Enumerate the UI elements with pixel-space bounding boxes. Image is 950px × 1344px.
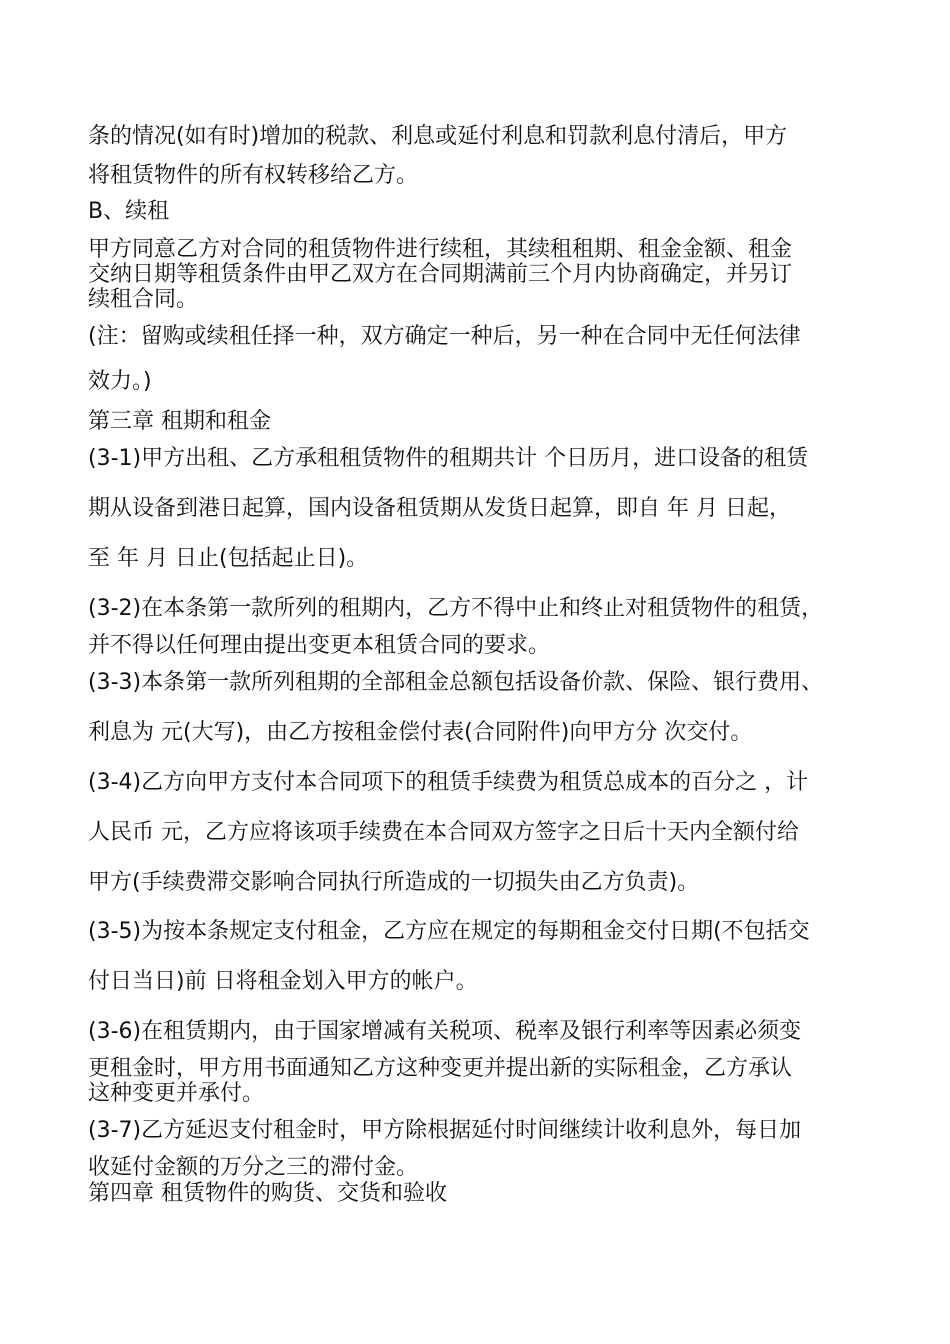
text-line: 将租赁物件的所有权转移给乙方。 bbox=[88, 163, 419, 188]
text-line: 甲方同意乙方对合同的租赁物件进行续租，其续租租期、租金金额、租金 bbox=[88, 237, 793, 262]
text-line: 这种变更并承付。 bbox=[88, 1081, 265, 1106]
text-line: (3-6)在租赁期内，由于国家增减有关税项、税率及银行利率等因素必须变 bbox=[88, 1019, 802, 1044]
text-line: (3-5)为按本条规定支付租金，乙方应在规定的每期租金交付日期(不包括交 bbox=[88, 919, 810, 944]
text-line: 人民币 元，乙方应将该项手续费在本合同双方签字之日后十天内全额付给 bbox=[88, 820, 799, 845]
text-line: 效力。) bbox=[88, 369, 152, 394]
text-line: (3-1)甲方出租、乙方承租租赁物件的租期共计 个日历月，进口设备的租赁 bbox=[88, 446, 809, 471]
text-line: 更租金时，甲方用书面通知乙方这种变更并提出新的实际租金，乙方承认 bbox=[88, 1056, 793, 1081]
section-heading: B、续租 bbox=[88, 199, 170, 224]
text-line: 至 年 月 日止(包括起止日)。 bbox=[88, 546, 369, 571]
text-line: (3-3)本条第一款所列租期的全部租金总额包括设备价款、保险、银行费用、 bbox=[88, 670, 824, 695]
text-line: (3-7)乙方延迟支付租金时，甲方除根据延付时间继续计收利息外，每日加 bbox=[88, 1118, 802, 1143]
text-line: 付日当日)前 日将租金划入甲方的帐户。 bbox=[88, 969, 478, 994]
text-line: 续租合同。 bbox=[88, 287, 199, 312]
text-line: 利息为 元(大写)，由乙方按租金偿付表(合同附件)向甲方分 次交付。 bbox=[88, 720, 753, 745]
text-line: (注：留购或续租任择一种，双方确定一种后，另一种在合同中无任何法律 bbox=[88, 324, 801, 349]
chapter-heading: 第四章 租赁物件的购货、交货和验收 bbox=[88, 1181, 447, 1206]
text-line: 并不得以任何理由提出变更本租赁合同的要求。 bbox=[88, 633, 551, 658]
text-line: 交纳日期等租赁条件由甲乙双方在合同期满前三个月内协商确定，并另订 bbox=[88, 262, 793, 287]
text-line: 期从设备到港日起算，国内设备租赁期从发货日起算，即自 年 月 日起， bbox=[88, 496, 791, 521]
text-line: (3-4)乙方向甲方支付本合同项下的租赁手续费为租赁总成本的百分之 ，计 bbox=[88, 770, 809, 795]
text-line: 收延付金额的万分之三的滞付金。 bbox=[88, 1155, 419, 1180]
text-line: 条的情况(如有时)增加的税款、利息或延付利息和罚款利息付清后，甲方 bbox=[88, 124, 788, 149]
chapter-heading: 第三章 租期和租金 bbox=[88, 409, 271, 434]
text-line: (3-2)在本条第一款所列的租期内，乙方不得中止和终止对租赁物件的租赁， bbox=[88, 596, 824, 621]
text-line: 甲方(手续费滞交影响合同执行所造成的一切损失由乙方负责)。 bbox=[88, 870, 700, 895]
